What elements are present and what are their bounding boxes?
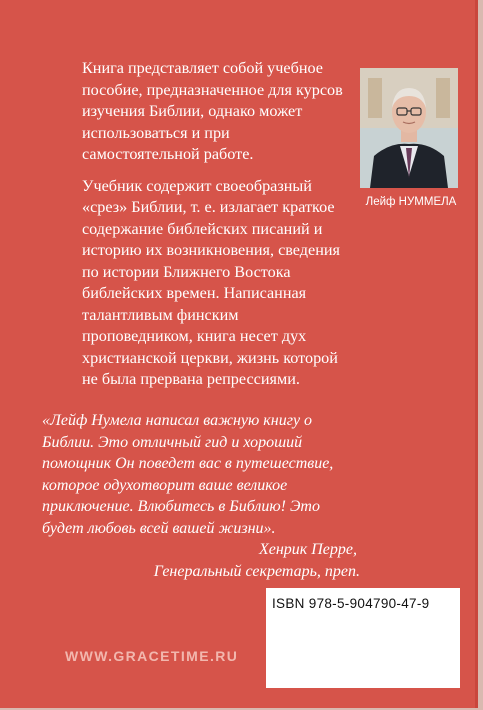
author-photo [360,68,458,188]
review-quote [42,410,362,582]
author-name-caption: Лейф НУММЕЛА [365,196,457,208]
isbn-number: ISBN 978-5-904790-47-9 [272,596,430,611]
book-description [82,58,344,401]
description-paragraph-2: Учебник содержит своеобразный «срез» Библии, т. е. излагает краткое содержание библейских писаний и историю их возникновения, сведения по истории Ближнего Востока библейских времен. Написанная талантливым финским проповедником, книга несет дух христианской церкви, жизнь которой не была прервана репрессиями. [82,176,340,388]
isbn-box [266,588,460,688]
author-portrait-image [360,68,458,188]
quote-author: Хенрик Перре, [258,541,357,558]
quote-text: «Лейф Нумела написал важную книгу о Библии. Это отличный гид и хороший помощник Он поведет вас в путешествие, которое одухотворит ваше великое приключение. Влюбитесь в Библию! Это будет любовь всей вашей жизни». [42,412,334,537]
quote-author-role: Генеральный секретарь, преп. [153,562,360,580]
watermark-url: WWW.GRACETIME.RU [65,648,239,664]
description-paragraph-1: Книга представляет собой учебное пособие, предназначенное для курсов изучения Библии, однако может использоваться и при самостоятельной работе. [82,59,343,163]
